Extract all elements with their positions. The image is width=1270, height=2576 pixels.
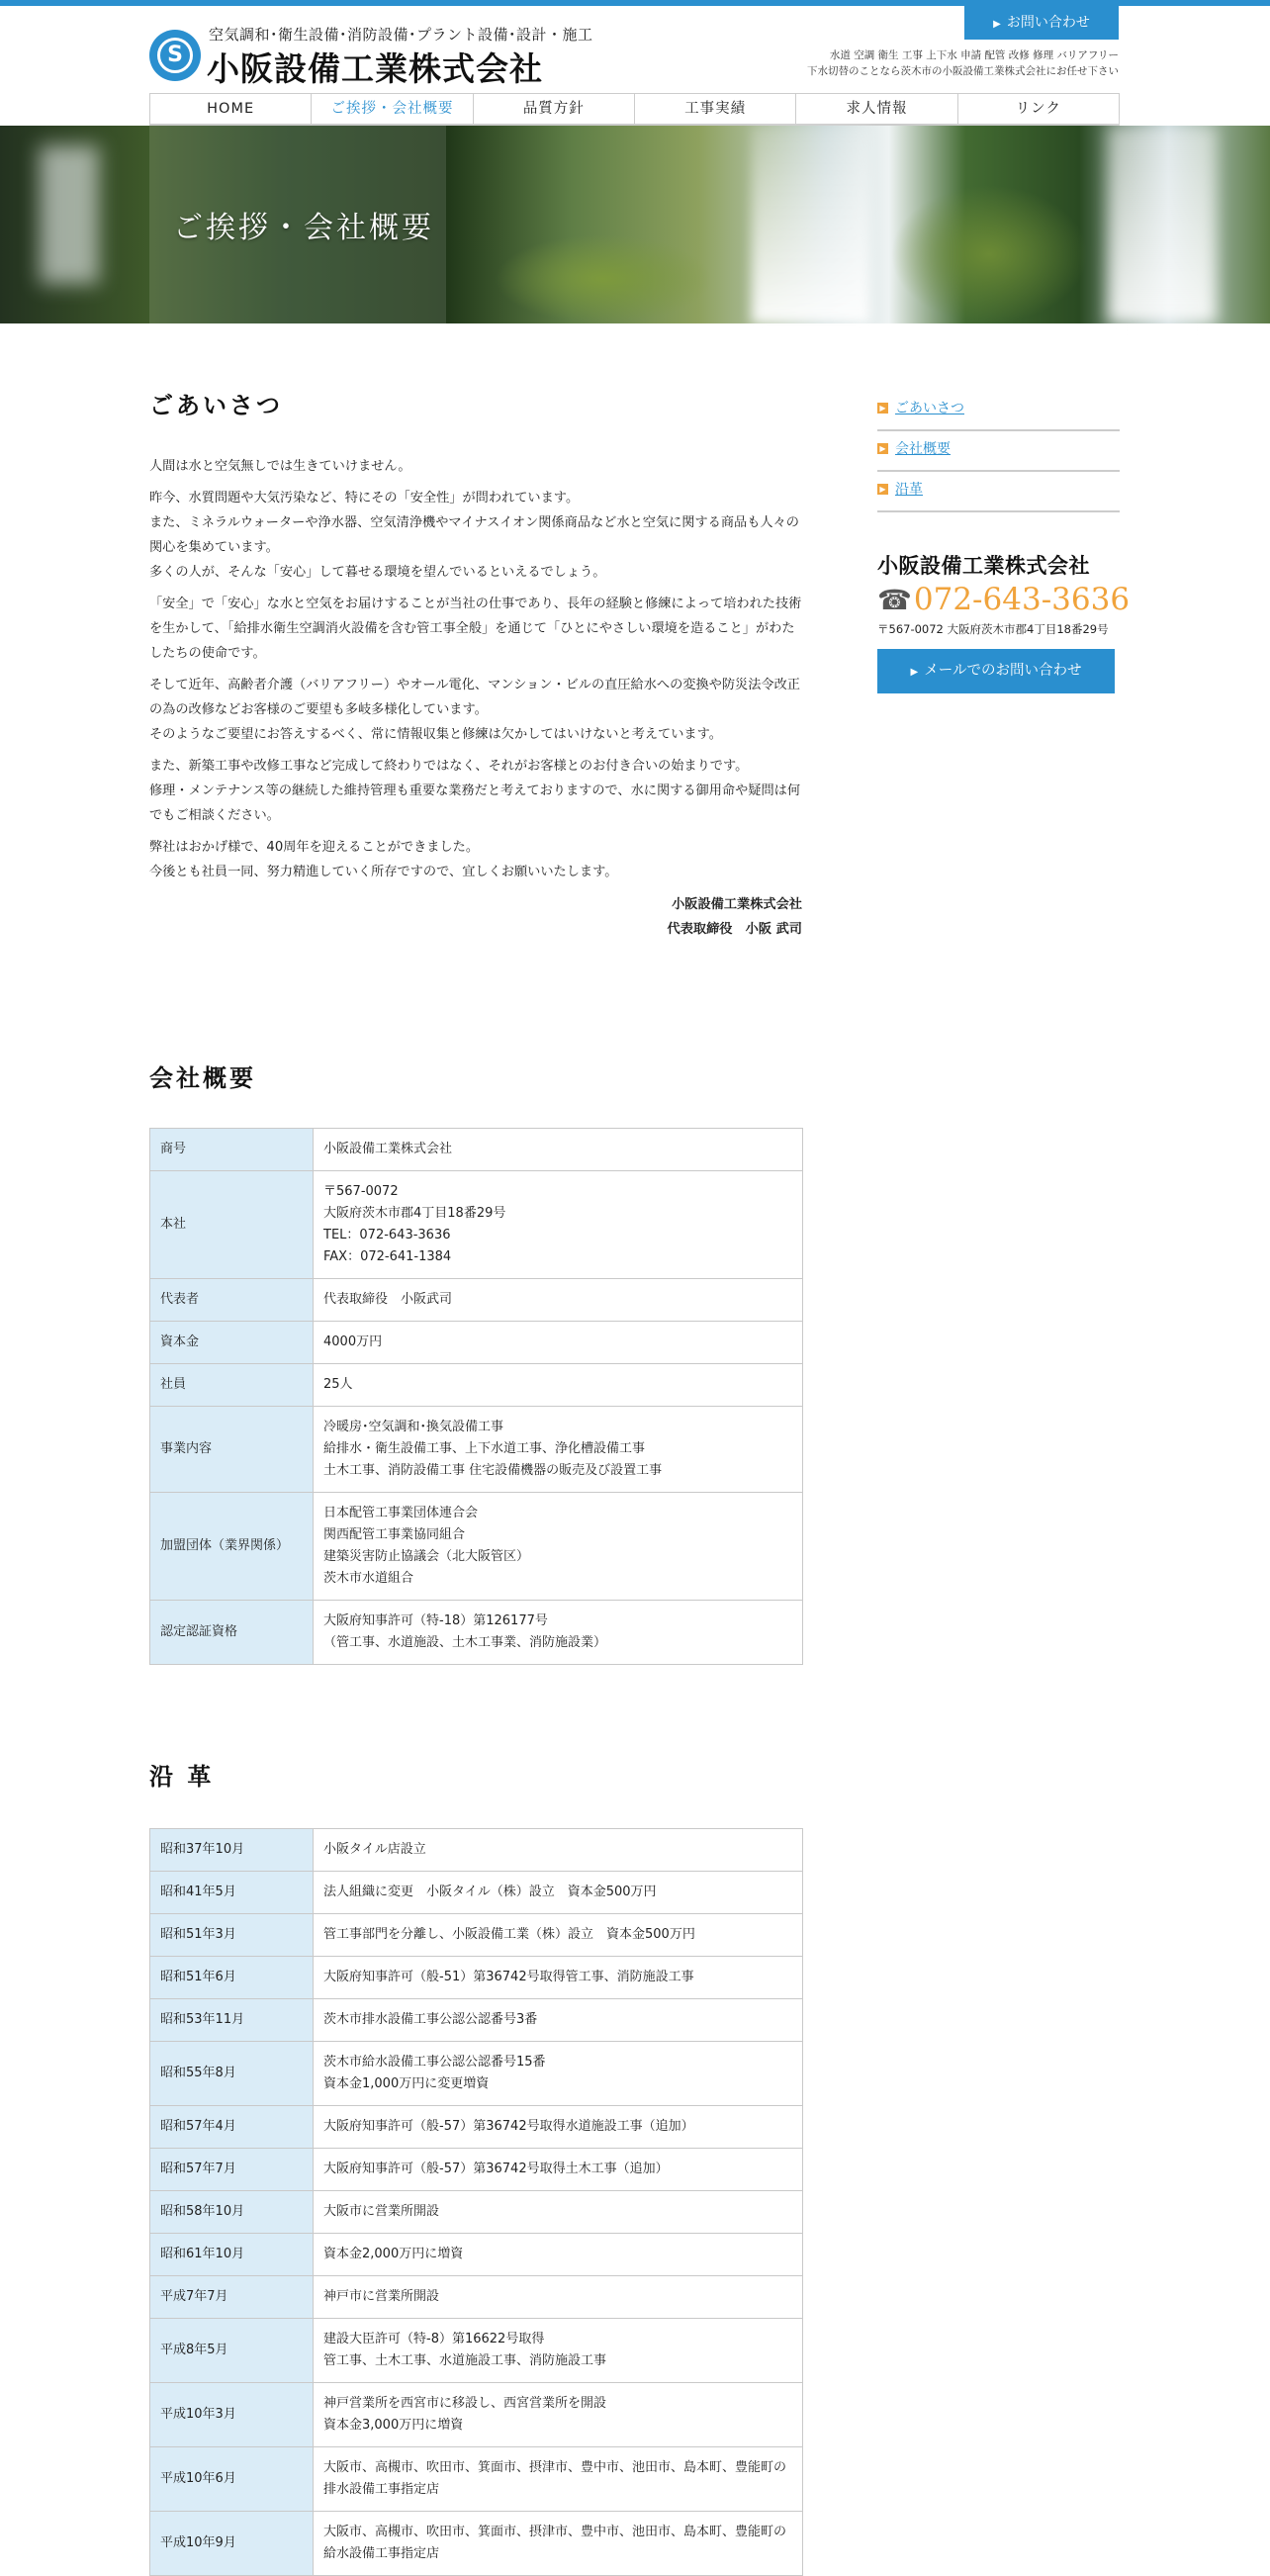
nav-item-greeting-company[interactable]: ご挨拶・会社概要	[311, 94, 472, 124]
greeting-signature	[149, 892, 802, 942]
table-row	[150, 2149, 803, 2191]
sidebar-nav	[877, 391, 1120, 512]
table-row-label: 平成10年6月	[150, 2447, 314, 2512]
table-row	[150, 2276, 803, 2319]
hero-waterfall	[1108, 126, 1217, 323]
header-notes-line: 水道 空調 衛生 工事 上下水 申請 配管 改修 修理 バリアフリー	[829, 49, 1119, 61]
table-row-value: 大阪府知事許可（般-51）第36742号取得管工事、消防施設工事	[314, 1957, 803, 1999]
sidebar-item-overview[interactable]	[877, 431, 1120, 472]
table-row-label: 加盟団体（業界関係）	[150, 1493, 314, 1601]
table-row	[150, 1914, 803, 1957]
table-row	[150, 1279, 803, 1322]
signature-person: 代表取締役 小阪 武司	[667, 922, 802, 937]
sidebar-phone[interactable]	[877, 582, 1131, 617]
table-row-value: 小阪タイル店設立	[314, 1829, 803, 1872]
table-row-label: 平成10年3月	[150, 2383, 314, 2447]
table-row-value: 神戸営業所を西宮市に移設し、西宮営業所を開設 資本金3,000万円に増資	[314, 2383, 803, 2447]
table-row	[150, 2042, 803, 2106]
hero-waterfall	[752, 126, 870, 323]
table-row-value: 神戸市に営業所開設	[314, 2276, 803, 2319]
table-row-label: 昭和41年5月	[150, 1872, 314, 1914]
table-row-value: 25人	[314, 1364, 803, 1407]
table-row	[150, 2512, 803, 2576]
hero-decoration	[40, 145, 99, 284]
greeting-paragraph: 弊社はおかげ様で、40周年を迎えることができました。 今後とも社員一同、努力精進していく所存ですので、宜しくお願いいたします。	[149, 840, 618, 879]
table-row-label: 昭和51年6月	[150, 1957, 314, 1999]
sidebar-item-history[interactable]	[877, 472, 1120, 512]
greeting-paragraph: 昨今、水質問題や大気汚染など、特にその「安全性」が問われています。 また、ミネラルウォーターや浄水器、空気清浄機やマイナスイオン関係商品など水と空気に関する商品も人々の関心を集めています。 多くの人が、そんな「安心」して暮せる環境を望んでいるといえるでしょう。	[149, 491, 799, 580]
table-row-value: 茨木市排水設備工事公認公認番号3番	[314, 1999, 803, 2042]
table-row-label: 商号	[150, 1129, 314, 1171]
table-row-value: 日本配管工事業団体連合会 関西配管工事業協同組合 建築災害防止協議会（北大阪管区） 茨木市水道組合	[314, 1493, 803, 1601]
logo-tagline: 空気調和･衛生設備･消防設備･プラント設備･設計・施工	[209, 26, 593, 44]
table-row-value: 代表取締役 小阪武司	[314, 1279, 803, 1322]
table-row	[150, 1957, 803, 1999]
history-table	[149, 1828, 803, 2576]
table-row-value: 管工事部門を分離し、小阪設備工業（株）設立 資本金500万円	[314, 1914, 803, 1957]
logo-company-name: 小阪設備工業株式会社	[207, 49, 543, 88]
hero-decoration	[495, 234, 712, 323]
nav-item-recruit[interactable]: 求人情報	[795, 94, 956, 124]
nav-item-home[interactable]: HOME	[207, 101, 255, 117]
table-row-label: 昭和61年10月	[150, 2234, 314, 2276]
table-row-value: 茨木市給水設備工事公認公認番号15番 資本金1,000万円に変更増資	[314, 2042, 803, 2106]
sidebar-link-history[interactable]: 沿革	[895, 482, 923, 498]
table-row-label: 資本金	[150, 1322, 314, 1364]
greeting-paragraph: そして近年、高齢者介護（バリアフリー）やオール電化、マンション・ビルの直圧給水への変換や防災法令改正の為の改修などお客様のご要望も多岐多様化しています。 そのようなご要望にお答えするべく、常に情報収集と修練は欠かしてはいけないと考えています。	[149, 678, 800, 742]
table-row	[150, 1322, 803, 1364]
sidebar-phone-number: 072-643-3636	[913, 582, 1131, 617]
table-row	[150, 2319, 803, 2383]
site-header	[0, 6, 1270, 93]
company-overview-heading: 会社概要	[149, 1063, 256, 1092]
mail-contact-button[interactable]	[877, 649, 1115, 693]
table-row-label: 本社	[150, 1171, 314, 1279]
table-row-label: 認定認証資格	[150, 1601, 314, 1665]
company-overview-table	[149, 1128, 803, 1665]
mail-contact-button-label: メールでのお問い合わせ	[924, 663, 1082, 679]
table-row-value: 大阪市、高槻市、吹田市、箕面市、摂津市、豊中市、池田市、島本町、豊能町の給水設備工事指定店	[314, 2512, 803, 2576]
table-row	[150, 1601, 803, 1665]
table-row-label: 平成10年9月	[150, 2512, 314, 2576]
table-row-label: 平成7年7月	[150, 2276, 314, 2319]
logo-letter: S	[157, 38, 193, 73]
table-row	[150, 2383, 803, 2447]
hero-banner	[0, 126, 1270, 323]
table-row-value: 資本金2,000万円に増資	[314, 2234, 803, 2276]
nav-item-quality-policy[interactable]: 品質方針	[473, 94, 634, 124]
table-row	[150, 2234, 803, 2276]
table-row	[150, 1407, 803, 1493]
sidebar-contact-box	[877, 550, 1131, 693]
table-row-label: 代表者	[150, 1279, 314, 1322]
signature-company: 小阪設備工業株式会社	[672, 897, 802, 912]
table-row	[150, 1829, 803, 1872]
table-row-label: 昭和57年4月	[150, 2106, 314, 2149]
bullet-arrow-icon: ▶	[877, 403, 888, 414]
contact-button-label: お問い合わせ	[1006, 15, 1090, 31]
global-nav	[149, 93, 1120, 126]
bullet-arrow-icon: ▶	[877, 484, 888, 495]
table-row-label: 昭和37年10月	[150, 1829, 314, 1872]
table-row-value: 4000万円	[314, 1322, 803, 1364]
hero-decoration	[890, 185, 1088, 323]
nav-item-links[interactable]: リンク	[957, 94, 1119, 124]
table-row-value: 大阪府知事許可（特-18）第126177号 （管工事、水道施設、土木工事業、消防施設業）	[314, 1601, 803, 1665]
phone-icon: ☎	[877, 584, 912, 616]
table-row-value: 法人組織に変更 小阪タイル（株）設立 資本金500万円	[314, 1872, 803, 1914]
table-row-label: 昭和55年8月	[150, 2042, 314, 2106]
table-row	[150, 1872, 803, 1914]
logo-mark-icon	[149, 30, 201, 81]
table-row-value: 大阪府知事許可（般-57）第36742号取得土木工事（追加）	[314, 2149, 803, 2191]
table-row	[150, 2191, 803, 2234]
greeting-heading: ごあいさつ	[149, 391, 283, 419]
table-row	[150, 1999, 803, 2042]
table-row-value: 大阪府知事許可（般-57）第36742号取得水道施設工事（追加）	[314, 2106, 803, 2149]
contact-button[interactable]	[964, 6, 1119, 40]
caret-right-icon: ▶	[910, 667, 919, 678]
table-row-value: 〒567-0072 大阪府茨木市郡4丁目18番29号 TEL：072-643-3636 FAX：072-641-1384	[314, 1171, 803, 1279]
table-row-label: 平成8年5月	[150, 2319, 314, 2383]
header-notes-line: 下水切替のことなら茨木市の小阪設備工業株式会社にお任せ下さい	[807, 65, 1119, 77]
table-row	[150, 2447, 803, 2512]
table-row-value: 建設大臣許可（特-8）第16622号取得 管工事、土木工事、水道施設工事、消防施設工事	[314, 2319, 803, 2383]
table-row-value: 冷暖房･空気調和･換気設備工事 給排水・衛生設備工事、上下水道工事、浄化槽設備工事 土木工事、消防設備工事 住宅設備機器の販売及び設置工事	[314, 1407, 803, 1493]
table-row-value: 小阪設備工業株式会社	[314, 1129, 803, 1171]
table-row	[150, 1364, 803, 1407]
table-row-value: 大阪市、高槻市、吹田市、箕面市、摂津市、豊中市、池田市、島本町、豊能町の排水設備工事指定店	[314, 2447, 803, 2512]
table-row-label: 昭和58年10月	[150, 2191, 314, 2234]
table-row-label: 事業内容	[150, 1407, 314, 1493]
table-row-value: 大阪市に営業所開設	[314, 2191, 803, 2234]
caret-right-icon: ▶	[993, 19, 1001, 30]
table-row-label: 昭和51年3月	[150, 1914, 314, 1957]
header-notes	[807, 47, 1119, 79]
table-row-label: 昭和57年7月	[150, 2149, 314, 2191]
table-row	[150, 1493, 803, 1601]
sidebar-address: 〒567-0072 大阪府茨木市郡4丁目18番29号	[877, 622, 1109, 636]
greeting-paragraph: 「安全」で「安心」な水と空気をお届けすることが当社の仕事であり、長年の経験と修練によって培われた技術を生かして、「給排水衛生空調消火設備を含む管工事全般」を通じて「ひとにやさしい環境を造ること」がわたしたちの使命です。	[149, 597, 802, 661]
sidebar-item-greeting[interactable]	[877, 391, 1120, 431]
greeting-paragraph: また、新築工事や改修工事など完成して終わりではなく、それがお客様とのお付き合いの始まりです。 修理・メンテナンス等の継続した維持管理も重要な業務だと考えておりますので、水に関する御用命や疑問は何でもご相談ください。	[149, 759, 801, 823]
table-row	[150, 2106, 803, 2149]
table-row	[150, 1171, 803, 1279]
table-row-label: 昭和53年11月	[150, 1999, 314, 2042]
sidebar-company-name: 小阪設備工業株式会社	[877, 554, 1090, 578]
sidebar-link-overview[interactable]: 会社概要	[895, 441, 951, 457]
site-logo[interactable]	[149, 24, 593, 88]
table-row-label: 社員	[150, 1364, 314, 1407]
sidebar-link-greeting[interactable]: ごあいさつ	[895, 401, 964, 416]
nav-item-works[interactable]: 工事実績	[634, 94, 795, 124]
bullet-arrow-icon: ▶	[877, 443, 888, 454]
greeting-paragraph: 人間は水と空気無しでは生きていけません。	[149, 459, 411, 474]
history-heading: 沿 革	[149, 1762, 215, 1791]
hero-title: ご挨拶・会社概要	[173, 211, 434, 245]
greeting-body	[149, 454, 802, 942]
table-row	[150, 1129, 803, 1171]
